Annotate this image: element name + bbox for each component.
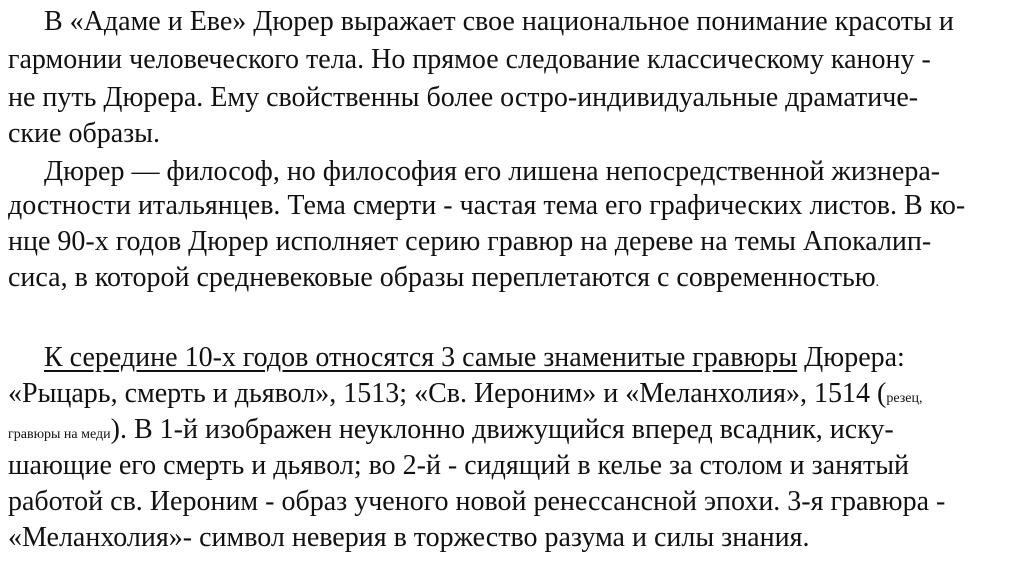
paragraph-3-line-2-main: «Рыцарь, смерть и дьявол», 1513; «Св. Иероним» и «Меланхолия», 1514 (	[8, 378, 887, 409]
paragraph-2-line-4-text: сиса, в которой средневековые образы переплетаются с современностью	[8, 262, 876, 293]
paragraph-2-line-4	[8, 262, 879, 294]
paragraph-3-line-1	[44, 342, 905, 374]
underlined-heading-text: К середине 10-х годов относятся 3 самые знаменитые гравюры	[44, 342, 798, 373]
paragraph-3-line-2	[8, 378, 922, 410]
paragraph-1-line-3: не путь Дюрера. Ему свойственны более остро-индивидуальные драматиче-	[8, 82, 919, 113]
paragraph-3-line-5: работой св. Иероним - образ ученого новой ренессансной эпохи. 3-я гравюра -	[8, 486, 946, 517]
paragraph-3-line-6: «Меланхолия»- символ неверия в торжество разума и силы знания.	[8, 522, 810, 553]
paragraph-2-end-mark: .	[875, 275, 880, 290]
paragraph-1-line-2: гармонии человеческого тела. Но прямое следование классическому канону -	[8, 44, 931, 75]
paragraph-3-line-2-small: резец,	[886, 391, 923, 406]
paragraph-3-line-1-rest: Дюрера:	[797, 342, 905, 373]
paragraph-2-line-3: нце 90-х годов Дюрер исполняет серию гравюр на дереве на темы Апокалип-	[8, 226, 932, 257]
paragraph-3-line-3-rest: ). В 1-й изображен неуклонно движущийся вперед всадник, иску-	[110, 414, 894, 445]
paragraph-1-line-4: ские образы.	[8, 118, 160, 149]
paragraph-2-line-1: Дюрер — философ, но философия его лишена непосредственной жизнера-	[44, 156, 941, 187]
paragraph-2-line-2: достности итальянцев. Тема смерти - частая тема его графических листов. В ко-	[8, 190, 966, 221]
paragraph-1-line-1: В «Адаме и Еве» Дюрер выражает свое национальное понимание красоты и	[44, 6, 954, 37]
paragraph-3-line-3-small: гравюры на меди	[8, 427, 111, 442]
paragraph-3-line-4: шающие его смерть и дьявол; во 2-й - сидящий в келье за столом и занятый	[8, 450, 909, 481]
paragraph-3-line-3	[8, 414, 894, 446]
